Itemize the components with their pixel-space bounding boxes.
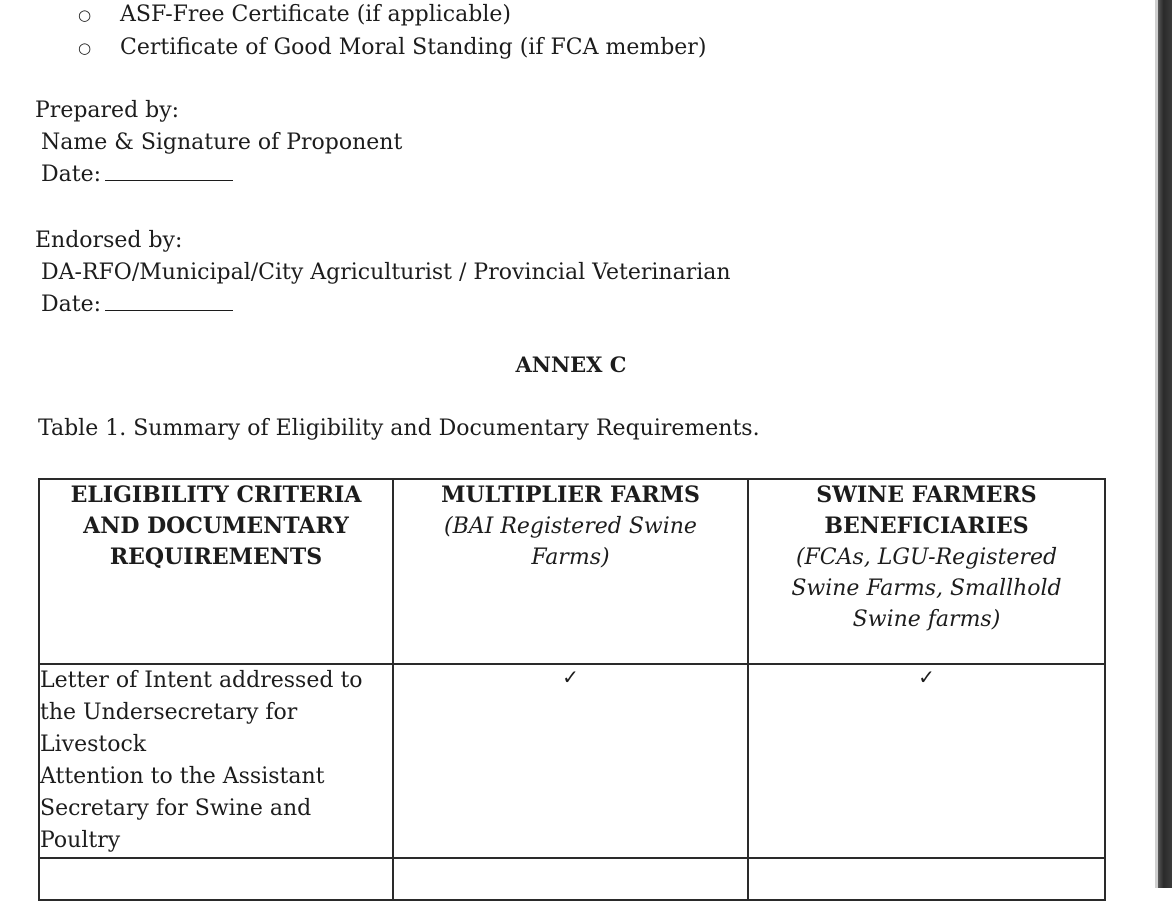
bullet-text: Certificate of Good Moral Standing (if FCA member)	[120, 35, 707, 60]
criterion-text: Letter of Intent addressed to the Undersecretary for Livestock Attention to the Assistant Secretary for Swine and Poultry	[40, 668, 363, 853]
header-sub-text: (FCAs, LGU-Registered Swine Farms, Smallhold Swine farms)	[791, 545, 1062, 632]
endorsed-by-block	[35, 225, 731, 321]
annex-title: ANNEX C	[515, 352, 627, 377]
bullet-text: ASF-Free Certificate (if applicable)	[120, 2, 511, 27]
requirements-table	[38, 478, 1106, 901]
table-caption: Table 1. Summary of Eligibility and Documentary Requirements.	[38, 416, 760, 441]
date-blank	[105, 290, 233, 311]
endorser-title-line: DA-RFO/Municipal/City Agriculturist / Provincial Veterinarian	[41, 260, 731, 285]
beneficiaries-check-cell	[748, 858, 1105, 900]
requirements-bullet-list	[78, 0, 706, 64]
beneficiaries-check-cell	[748, 664, 1105, 858]
prepared-by-heading: Prepared by:	[35, 98, 180, 123]
header-multiplier-farms	[393, 479, 748, 664]
endorsed-date-line	[35, 289, 731, 321]
list-item	[78, 31, 706, 64]
date-label: Date:	[41, 292, 102, 317]
checkmark-icon: ✓	[562, 665, 579, 689]
table-header-row	[39, 479, 1105, 664]
criterion-cell	[39, 664, 393, 858]
list-item	[78, 0, 706, 31]
header-main-text: ELIGIBILITY CRITERIA AND DOCUMENTARY REQUIREMENTS	[70, 482, 362, 570]
multiplier-check-cell	[393, 664, 748, 858]
endorsed-by-heading: Endorsed by:	[35, 228, 183, 253]
criterion-cell	[39, 858, 393, 900]
table-row	[39, 858, 1105, 900]
proponent-signature-line: Name & Signature of Proponent	[41, 130, 403, 155]
header-eligibility-criteria	[39, 479, 393, 664]
header-sub-text: (BAI Registered Swine Farms)	[444, 514, 697, 570]
scan-edge-shadow	[1158, 0, 1172, 888]
header-main-text: MULTIPLIER FARMS	[441, 482, 700, 508]
date-blank	[105, 160, 233, 181]
prepared-by-block	[35, 95, 402, 191]
multiplier-check-cell	[393, 858, 748, 900]
checkmark-icon: ✓	[918, 665, 935, 689]
date-label: Date:	[41, 162, 102, 187]
prepared-date-line	[35, 159, 402, 191]
circle-bullet-icon: ○	[78, 38, 92, 57]
header-main-text: SWINE FARMERS BENEFICIARIES	[816, 482, 1037, 539]
circle-bullet-icon: ○	[78, 5, 92, 24]
header-swine-farmers-beneficiaries	[748, 479, 1105, 664]
table-row	[39, 664, 1105, 858]
